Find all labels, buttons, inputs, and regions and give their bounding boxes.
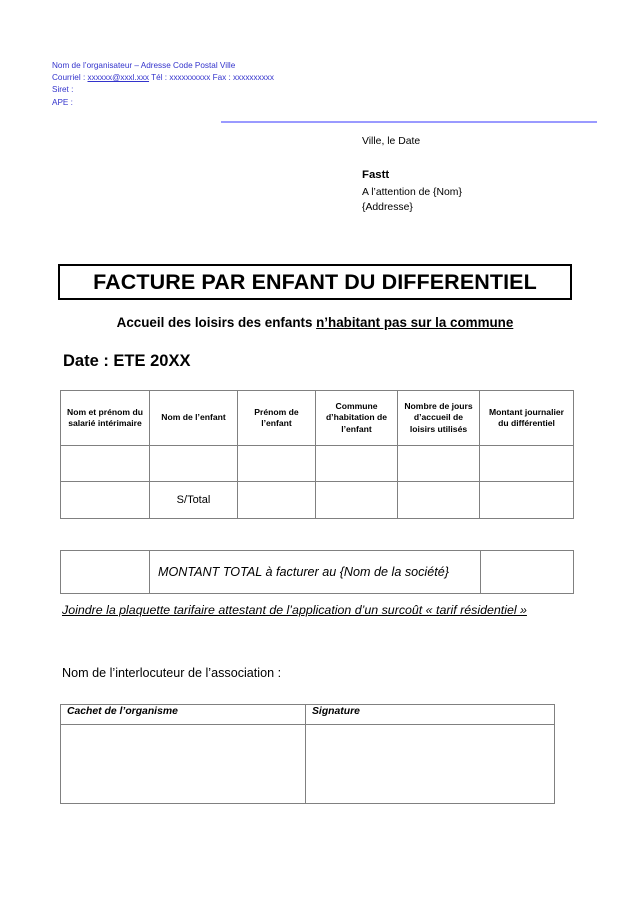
column-header-child-commune: Commune d’habitation de l’enfant bbox=[316, 391, 398, 446]
cell-child-lastname[interactable] bbox=[150, 446, 238, 482]
letterhead-siret-line: Siret : bbox=[52, 85, 74, 95]
cell-days-count[interactable] bbox=[398, 482, 480, 519]
column-header-employee-name: Nom et prénom du salarié intérimaire bbox=[61, 391, 150, 446]
total-amount-value-cell[interactable] bbox=[481, 551, 574, 594]
total-amount-table bbox=[60, 550, 574, 594]
subtitle-plain-part: Accueil des loisirs des enfants bbox=[116, 315, 317, 330]
signature-header-row bbox=[61, 705, 555, 725]
table-row bbox=[61, 446, 574, 482]
table-row bbox=[61, 482, 574, 519]
period-date-label: Date : ETE 20XX bbox=[63, 352, 191, 370]
signature-field[interactable] bbox=[306, 725, 555, 804]
letterhead-ape-line: APE : bbox=[52, 97, 73, 107]
signature-column-header: Signature bbox=[306, 705, 555, 725]
recipient-block bbox=[362, 168, 462, 216]
column-header-child-lastname: Nom de l’enfant bbox=[150, 391, 238, 446]
cell-employee-name[interactable] bbox=[61, 482, 150, 519]
cell-child-commune[interactable] bbox=[316, 446, 398, 482]
cell-days-count[interactable] bbox=[398, 446, 480, 482]
document-title-box bbox=[58, 264, 572, 300]
letterhead-phone-fax: Tél : xxxxxxxxxx Fax : xxxxxxxxxx bbox=[149, 73, 274, 83]
column-header-days-count: Nombre de jours d’accueil de loisirs utilisés bbox=[398, 391, 480, 446]
cell-child-firstname[interactable] bbox=[238, 482, 316, 519]
column-header-daily-amount: Montant journalier du différentiel bbox=[480, 391, 574, 446]
recipient-address: {Addresse} bbox=[362, 202, 413, 213]
differential-table bbox=[60, 390, 574, 519]
subtitle-underlined-part: n’habitant pas sur la commune bbox=[316, 315, 514, 330]
cell-daily-amount[interactable] bbox=[480, 482, 574, 519]
letterhead-email-link[interactable]: xxxxxx@xxxl.xxx bbox=[87, 73, 150, 83]
column-header-child-firstname: Prénom de l’enfant bbox=[238, 391, 316, 446]
letterhead-contact-line bbox=[52, 72, 274, 84]
cell-employee-name[interactable] bbox=[61, 446, 150, 482]
place-date-line: Ville, le Date bbox=[362, 136, 421, 147]
document-subtitle bbox=[58, 315, 572, 330]
signature-body-row bbox=[61, 725, 555, 804]
total-row-left-cell[interactable] bbox=[61, 551, 150, 594]
table-header-row bbox=[61, 391, 574, 446]
letterhead-email-label: Courriel : bbox=[52, 73, 88, 83]
recipient-attention: A l’attention de {Nom} bbox=[362, 186, 462, 198]
signature-table bbox=[60, 704, 555, 804]
total-amount-label: MONTANT TOTAL à facturer au {Nom de la société} bbox=[150, 551, 481, 594]
cell-subtotal-label: S/Total bbox=[150, 482, 238, 519]
letterhead-organizer-line: Nom de l’organisateur – Adresse Code Postal Ville bbox=[52, 61, 236, 70]
stamp-column-header: Cachet de l’organisme bbox=[61, 705, 306, 725]
total-row bbox=[61, 551, 574, 594]
cell-child-commune[interactable] bbox=[316, 482, 398, 519]
document-title: FACTURE PAR ENFANT DU DIFFERENTIEL bbox=[93, 269, 537, 294]
cell-daily-amount[interactable] bbox=[480, 446, 574, 482]
letterhead-block bbox=[52, 60, 274, 109]
recipient-organization: Fastt bbox=[362, 169, 390, 181]
header-divider bbox=[221, 121, 597, 123]
tariff-note: Joindre la plaquette tarifaire attestant de l’application d’un surcoût « tarif résidentiel » bbox=[62, 603, 527, 617]
interlocutor-label: Nom de l’interlocuteur de l’association : bbox=[62, 666, 282, 680]
cell-child-firstname[interactable] bbox=[238, 446, 316, 482]
stamp-field[interactable] bbox=[61, 725, 306, 804]
